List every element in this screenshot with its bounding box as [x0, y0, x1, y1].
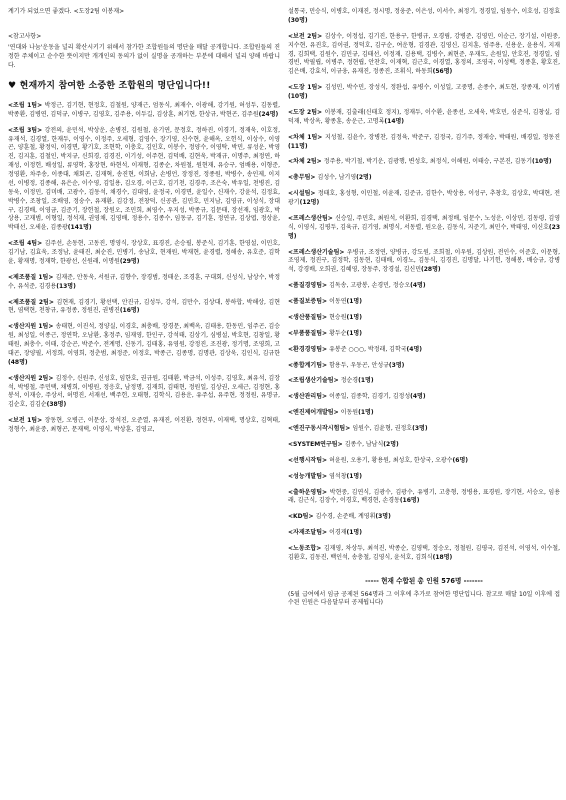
team-label: <생산지원 2팀>: [8, 374, 56, 382]
team-label: <프레스생산팀>: [288, 214, 336, 222]
member-names: 김재준, 안동욱, 서원규, 김향수, 장경범, 정태운, 조경훈, 구대회, 신성식, 남상수, 박정수, 유석준, 김경용: [8, 273, 281, 290]
team-label: <KD팀>: [288, 513, 316, 521]
team-entry: [288, 298, 560, 307]
member-names: 정태호, 홍성형, 이민철, 이윤재, 김준규, 김한수, 박상용, 이성구, 추창호, 김상호, 박대현, 전광기: [288, 190, 560, 206]
member-names: 정주용, 박기철, 박기운, 김광행, 변성호, 최정식, 이해원, 이태승, 구본진, 김동기: [323, 158, 533, 166]
team-entry: [288, 249, 560, 276]
member-names: 유봉준 ○○○, 박정래, 김학국: [329, 345, 407, 353]
member-names: 염석창: [329, 472, 347, 480]
team-entry: [8, 102, 280, 120]
team-label: <조립 4팀>: [8, 240, 45, 248]
member-names: 우병규, 조정연, 양병규, 강도원, 조희철, 이우원, 김상원, 전인수, 이준호, 이문형, 조영제, 정진구, 김정학, 김동현, 김태배, 이경노, 김동식, 김경진, 김명달, 나기헌, 정해봉, 배승규, 강병석, 강경배, 오희권, 김혜영, 장동주, 장경설, 김신민: [288, 248, 561, 274]
team-entry: [8, 299, 280, 317]
team-entry: [288, 393, 560, 402]
member-count: (38명): [46, 401, 67, 409]
team-label: <보전 1팀>: [8, 417, 45, 425]
team-label: <도장 1팀>: [288, 84, 325, 92]
member-count: (1명): [346, 313, 362, 321]
member-names: 김재영, 차상두, 최석진, 박종순, 김영택, 정승오, 정철원, 김평국, 김진석, 이영석, 이수철, 김환호, 김동진, 백인석, 송충철, 김영식, 윤석호, 김희식: [288, 545, 561, 561]
member-count: (11명): [288, 142, 308, 150]
member-names: 김주선, 손동현, 고동진, 명영식, 장상호, 표경진, 손승필, 봉준식, 김기훈, 한영설, 이민호, 김기남, 김효욱, 조정남, 윤태진, 최순진, 민병기, 송남호, 현재원, 박재현, 윤경렬, 정해송, 유호준, 김학윤, 황재명, 정재학, 한광선, 신원래, 이명원: [8, 240, 280, 265]
team-entry: [288, 545, 560, 563]
team-label: <조립 3팀>: [8, 126, 45, 134]
team-label: <보전 2팀>: [288, 32, 325, 40]
member-count: (28명): [421, 266, 441, 274]
member-count: (10명): [532, 158, 552, 166]
total-note: (5월 급여에서 임금 공제된 564명과 그 이후에 추가로 참여한 명단입니다. 참고로 매달 10일 이후에 접수된 인원은 다음달부터 공제됩니다): [288, 590, 560, 607]
member-count: (16명): [399, 497, 420, 505]
member-names: 박현중, 김연식, 김광수, 김광수, 유병기, 고충형, 정병용, 표경원, 장기현, 서승오, 임용래, 김근식, 김장수, 이경호, 백경현, 손경동: [288, 488, 561, 505]
member-names: 강전의, 윤민석, 박상운, 손병진, 김원철, 윤기연, 문정호, 정하진, 이경기, 정재욱, 이호정, 유재석, 김경열, 한재두, 이영수, 이정주, 오세형, 김영수, 장기영, 신수현, 윤해옥, 오헌식, 이상수, 이영곤, 양훈철, 황정익, 이경면, 황기호, 조현학, 이충호, 김인호, 이봉수, 정양수, 이영탁, 박민, 류성운, 박영진, 김지훈, 김철인, 박지규, 신희경, 김경진, 이기성, 이주현, 김덕배, 김현욱, 박재규, 이명주, 최정연, 하재성, 이정헌, 배성일, 류영학, 홍장현, 하현석, 이재형, 김종순, 차원철, 원현재, 유승구, 엄배용, 이형준, 정영환, 차주송, 이종대, 채회곤, 김재혁, 송진현, 이희남, 손병언, 장정진, 정종원, 박병수, 송인제, 이지선, 이병정, 김종해, 유은순, 이수영, 김일용, 김오경, 이근호, 김기천, 김경주, 조은숙, 박우일, 천병진, 김동욱, 이정민, 김미배, 고광수, 김동석, 채경수, 김대영, 윤정국, 이경면, 윤일수, 신재수, 강윤석, 김정효, 박병수, 조창일, 조배영, 정숭수, 유재환, 김강정, 전창덕, 신공관, 김민호, 민지남, 김영규, 이성식, 장대구, 김경배, 이영금, 김준기, 장헌철, 장원오, 조민희, 최영수, 우지성, 박종규, 김문태, 장선재, 임광호, 박상용, 고재범, 이형일, 정석재, 권영채, 김영배, 정용수, 김종수, 임동규, 김기훈, 정연규, 김상엽, 정상윤, 박태선, 오세윤, 김종광: [8, 126, 280, 232]
team-entry: [288, 215, 560, 242]
team-entry: [288, 362, 560, 371]
team-label: <시설팀>: [288, 190, 318, 198]
team-label: <생산지원 1팀>: [8, 323, 56, 331]
member-names: 김현재, 김경기, 황선택, 안진규, 김성두, 강석, 김만수, 김상대, 봉하합, 박해상, 김현현, 염택현, 천창규, 유정종, 정원진, 권병진: [8, 298, 281, 315]
team-label: <프레스생산기술팀>: [288, 248, 347, 256]
member-names: 이종일, 김종학, 김경기, 김정성: [329, 393, 411, 401]
member-names: 이동원: [340, 409, 359, 417]
member-names: 설통국, 민승식, 이병호, 이재진, 정시명, 정웅준, 이은성, 이서수, 최정기, 정경일, 임동수, 이호성, 김정효: [288, 8, 560, 15]
team-entry: [8, 274, 280, 292]
member-count: (14명): [384, 117, 405, 125]
member-count: (1명): [346, 298, 362, 305]
team-label: <총무팀>: [288, 174, 318, 182]
team-label: <엔진제어개발팀>: [288, 409, 341, 417]
team-entry: [288, 134, 560, 152]
total-count: ----- 현재 수합된 총 인원 576명 -------: [365, 576, 483, 585]
team-label: <제조품질 2팀>: [8, 298, 57, 306]
member-count: (3명): [388, 361, 405, 369]
team-label: <생산품질팀>: [288, 313, 330, 321]
team-entry: [288, 473, 560, 482]
member-names: 김종수, 남남식: [344, 440, 384, 448]
team-label: <도장 2팀>: [288, 108, 325, 116]
right-entry-list: [288, 8, 560, 563]
team-label: <엔진구동시작시험팀>: [288, 425, 353, 432]
notice-title: <참고사항>: [8, 32, 42, 40]
team-entry: [288, 441, 560, 450]
member-names: 김정수, 신원주, 신성호, 임한호, 권규원, 김태환, 박금석, 이성주, 김영호, 최유석, 김장석, 박병철, 주민택, 채병희, 이병원, 정응호, 남정명, 김재희, 김태현, 정원일, 김상권, 오세근, 김정현, 홍봉석, 이재승, 주상서, 허명진, 서재선, 백주헌, 오태형, 김학식, 김용운, 유주섭, 유주현, 정정원, 유명규, 김순호, 김김순: [8, 374, 281, 409]
member-names: 김수경, 손준배, 계영휘: [315, 513, 376, 521]
team-entry: [288, 174, 560, 183]
member-count: (48명): [8, 358, 28, 366]
notice-body: '연대와 나눔'운동을 널리 확산시키기 위해서 참가한 조합원들의 명단을 매달 공개합니다. 조합원들의 진정한 주체이고 순수한 뜻이지만 개개인의 동의가 없이 실명을 공개하는 부분에 대해서 널리 양해 바랍니다.: [8, 43, 280, 69]
member-count: (1명): [346, 472, 362, 480]
member-names: 임원수, 김윤형, 권정호: [352, 425, 413, 432]
team-label: <SYSTEM연구팀>: [288, 440, 345, 448]
member-count: (13명): [56, 282, 76, 290]
member-names: 신승일, 주민호, 최원석, 이환희, 김경택, 최정배, 임문수, 노성운, 이상민, 김동령, 김영식, 이영식, 김평두, 김육규, 김기영, 최명식, 서동렬, 원오윤, 김동식, 지준기, 최민수, 박태영, 이신호: [288, 214, 561, 231]
member-names: 박정근, 김기현, 현정호, 김철원, 양재근, 엄동식, 최재수, 이광해, 강기원, 허성두, 김동렬, 박종환, 김병연, 김덕규, 이병구, 김영호, 김주용, 이두길, 김상훈, 최기현, 한상규, 박현곤, 김주원: [8, 101, 280, 118]
team-label: <조립생산기술팀>: [288, 377, 341, 385]
team-entry: [8, 375, 280, 411]
member-count: (56명): [432, 68, 453, 76]
member-count: (1명): [346, 329, 362, 337]
member-count: (2명): [356, 174, 372, 182]
team-entry: [288, 314, 560, 323]
member-names: 장동현, 오병근, 이문상, 장석진, 오준열, 유재진, 이진환, 정현부, 이재택, 명상호, 김혁태, 정형수, 최윤중, 최형곤, 문재택, 이영식, 박상훈, 김영교,: [8, 417, 280, 433]
team-entry: [288, 489, 560, 507]
member-count: (4명): [410, 282, 426, 290]
team-entry: [288, 457, 560, 466]
member-count: (6명): [452, 456, 468, 464]
team-entry: [288, 33, 560, 77]
left-column: [8, 8, 280, 442]
member-count: (12명): [299, 199, 320, 206]
team-label: <출하운영팀>: [288, 488, 330, 496]
team-entry: [288, 158, 560, 167]
member-count: (2명): [383, 440, 399, 448]
team-label: <부품품질팀>: [288, 329, 330, 337]
member-count: (16명): [119, 307, 140, 315]
team-entry: [288, 409, 560, 418]
team-label: <종합계기팀>: [288, 361, 330, 369]
team-entry: [288, 84, 560, 102]
member-count: (4명): [410, 393, 426, 401]
left-entry-list: [8, 102, 280, 435]
member-names: 지성철, 김윤수, 장병찬, 김정육, 박준구, 김정국, 김기주, 정재승, 박태원, 배경일, 정동진: [324, 133, 561, 141]
member-names: 황두순: [329, 329, 347, 337]
member-names: 김성민, 박수민, 장성식, 정완섭, 유병수, 이성일, 고중명, 손종수, 최도현, 장종재, 이기범: [324, 84, 561, 92]
team-entry: [8, 127, 280, 234]
member-names: 허윤원, 오용기, 황용원, 최성호, 한상국, 오광수: [329, 456, 453, 464]
member-names: 현승원: [329, 313, 347, 321]
member-count: (3명): [412, 425, 428, 432]
member-names: 이동연: [329, 298, 347, 305]
team-label: <환경경영팀>: [288, 345, 330, 353]
team-label: <차체 2팀>: [288, 158, 324, 166]
member-names: 정순경: [340, 377, 359, 385]
team-entry: [288, 8, 560, 26]
team-entry: [288, 425, 560, 434]
member-count: (23명): [288, 223, 560, 240]
member-count: (1명): [358, 377, 374, 385]
member-count: (10명): [288, 93, 308, 100]
member-count: (1명): [346, 529, 362, 537]
team-entry: [288, 109, 560, 127]
member-count: (30명): [288, 16, 308, 24]
member-names: 김성수, 남기영: [317, 174, 357, 182]
member-names: 함용두, 우동곤, 안성규: [329, 361, 389, 369]
team-entry: [8, 240, 280, 267]
member-count: (1명): [358, 409, 374, 417]
team-label: <생산관리팀>: [288, 393, 330, 401]
member-names: 이봉재, 김출래(신태호 정지), 정재두, 이수환, 윤종선, 오세욱, 박호민, 심준식, 김창실, 김덕재, 박상옥, 황종훈, 송운근, 고명록: [288, 108, 560, 125]
member-names: 송태현, 이진석, 정양실, 이경호, 최충배, 장경문, 최백옥, 김태용, 한동민, 임주곤, 김승원, 최성일, 이종근, 정연학, 오남환, 홍정주, 임재영, 한인구, 강석태, 김상기, 심병설, 박호현, 김창일, 황태원, 최충수, 이태, 강순곤, 박준수, 전계명, 신동기, 김태홍, 유영원, 강정진, 조진광, 정기명, 조영희, 고대곤, 장양필, 서정희, 이영희, 정춘범, 최정준, 이정호, 박종근, 김종명, 김명관, 김상욱, 김인식, 김규한: [8, 323, 281, 357]
team-entry: [288, 346, 560, 355]
member-count: (141명): [67, 224, 92, 232]
section-heading: ♥ 현재까지 참여한 소중한 조합원의 명단입니다!!: [8, 81, 211, 92]
member-count: (3명): [375, 513, 391, 521]
team-label: <품질보증팀>: [288, 298, 330, 305]
team-label: <제조품질 1팀>: [8, 273, 56, 281]
intro-tail: 계기가 되었으면 좋겠다. <도장2팀 이봉재>: [8, 8, 125, 15]
team-label: <노동조합>: [288, 545, 324, 552]
team-entry: [288, 513, 560, 522]
team-entry: [8, 417, 280, 435]
team-entry: [288, 282, 560, 291]
member-count: (29명): [119, 257, 140, 265]
team-label: <품질경영팀>: [288, 282, 330, 290]
member-names: 이경재: [329, 529, 347, 537]
team-entry: [288, 529, 560, 538]
team-label: <조립 1팀>: [8, 101, 45, 109]
member-count: (18명): [432, 553, 453, 561]
team-entry: [288, 330, 560, 339]
member-names: 김상수, 이정섭, 김기진, 한용구, 한병규, 오경림, 강병준, 김영민, 이순근, 장기설, 이원중, 지수현, 유진호, 김이권, 정덕호, 김구순, 여운형, 김경관, 김영신, 김지훈, 엄주용, 신용운, 윤용식, 지재경, 김희택, 김원수, 김민규, 김태선, 이정재, 김용택, 김병수, 최현준, 우재도, 손원일, 안호진, 정경일, 임경빈, 박필립, 이병주, 정현립, 안찬호, 이재혁, 김근호, 이경열, 홍정의, 조영국, 이성백, 정종훈, 황호진, 김은배, 강효석, 이규웅, 유재진, 정종진, 조휘식, 하동희: [288, 32, 560, 76]
right-column: [288, 8, 560, 616]
team-label: <자재조달팀>: [288, 529, 330, 537]
team-entry: [288, 190, 560, 208]
team-label: <차체 1팀>: [288, 133, 325, 141]
team-label: <성능개발팀>: [288, 472, 330, 480]
team-label: <선행시작팀>: [288, 456, 330, 464]
member-count: (24명): [258, 110, 279, 118]
team-entry: [8, 323, 280, 367]
member-names: 김독송, 고광봉, 손경민, 정승오: [329, 282, 411, 290]
team-entry: [288, 377, 560, 386]
member-count: (4명): [406, 345, 423, 353]
